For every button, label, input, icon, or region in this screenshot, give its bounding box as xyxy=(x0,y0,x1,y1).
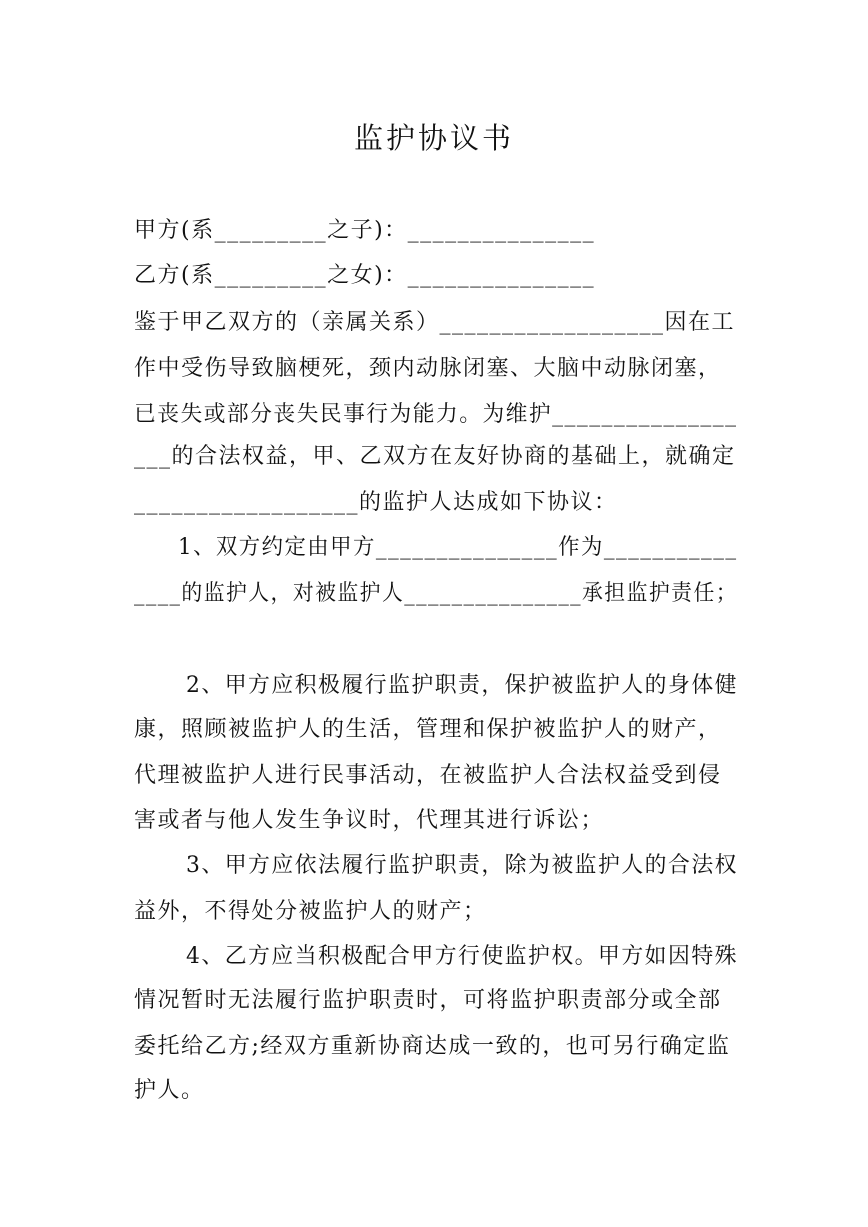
clause-2-line-1: 2、甲方应积极履行监护职责，保护被监护人的身体健 xyxy=(186,673,738,698)
preamble-line-5: __________________的监护人达成如下协议： xyxy=(134,490,618,515)
clause-2-line-4: 害或者与他人发生争议时，代理其进行诉讼； xyxy=(134,808,605,833)
party-a-line: 甲方(系_________之子)：_______________ xyxy=(134,218,596,243)
clause-1-line-1: 1、双方约定由甲方_______________作为___________ xyxy=(178,535,738,560)
preamble-line-1: 鉴于甲乙双方的（亲属关系）__________________因在工 xyxy=(134,310,736,335)
document-title: 监护协议书 xyxy=(353,121,514,155)
clause-4-line-2: 情况暂时无法履行监护职责时，可将监护职责部分或全部 xyxy=(134,988,722,1013)
clause-3-line-1: 3、甲方应依法履行监护职责，除为被监护人的合法权 xyxy=(186,853,738,878)
clause-4-line-3: 委托给乙方;经双方重新协商达成一致的，也可另行确定监 xyxy=(134,1034,731,1059)
preamble-line-2: 作中受伤导致脑梗死，颈内动脉闭塞、大脑中动脉闭塞， xyxy=(134,356,722,381)
preamble-line-4: ___的合法权益，甲、乙双方在友好协商的基础上，就确定 xyxy=(134,444,736,469)
clause-4-line-4: 护人。 xyxy=(134,1078,205,1103)
clause-3-line-2: 益外，不得处分被监护人的财产； xyxy=(134,899,487,924)
preamble-line-3: 已丧失或部分丧失民事行为能力。为维护_______________ xyxy=(134,402,738,427)
clause-4-line-1: 4、乙方应当积极配合甲方行使监护权。甲方如因特殊 xyxy=(186,944,738,969)
party-b-line: 乙方(系_________之女)：_______________ xyxy=(134,263,596,288)
clause-2-line-3: 代理被监护人进行民事活动，在被监护人合法权益受到侵 xyxy=(134,763,722,788)
clause-2-line-2: 康，照顾被监护人的生活，管理和保护被监护人的财产， xyxy=(134,717,722,742)
clause-1-line-2: ____的监护人，对被监护人_______________承担监护责任； xyxy=(134,581,739,606)
